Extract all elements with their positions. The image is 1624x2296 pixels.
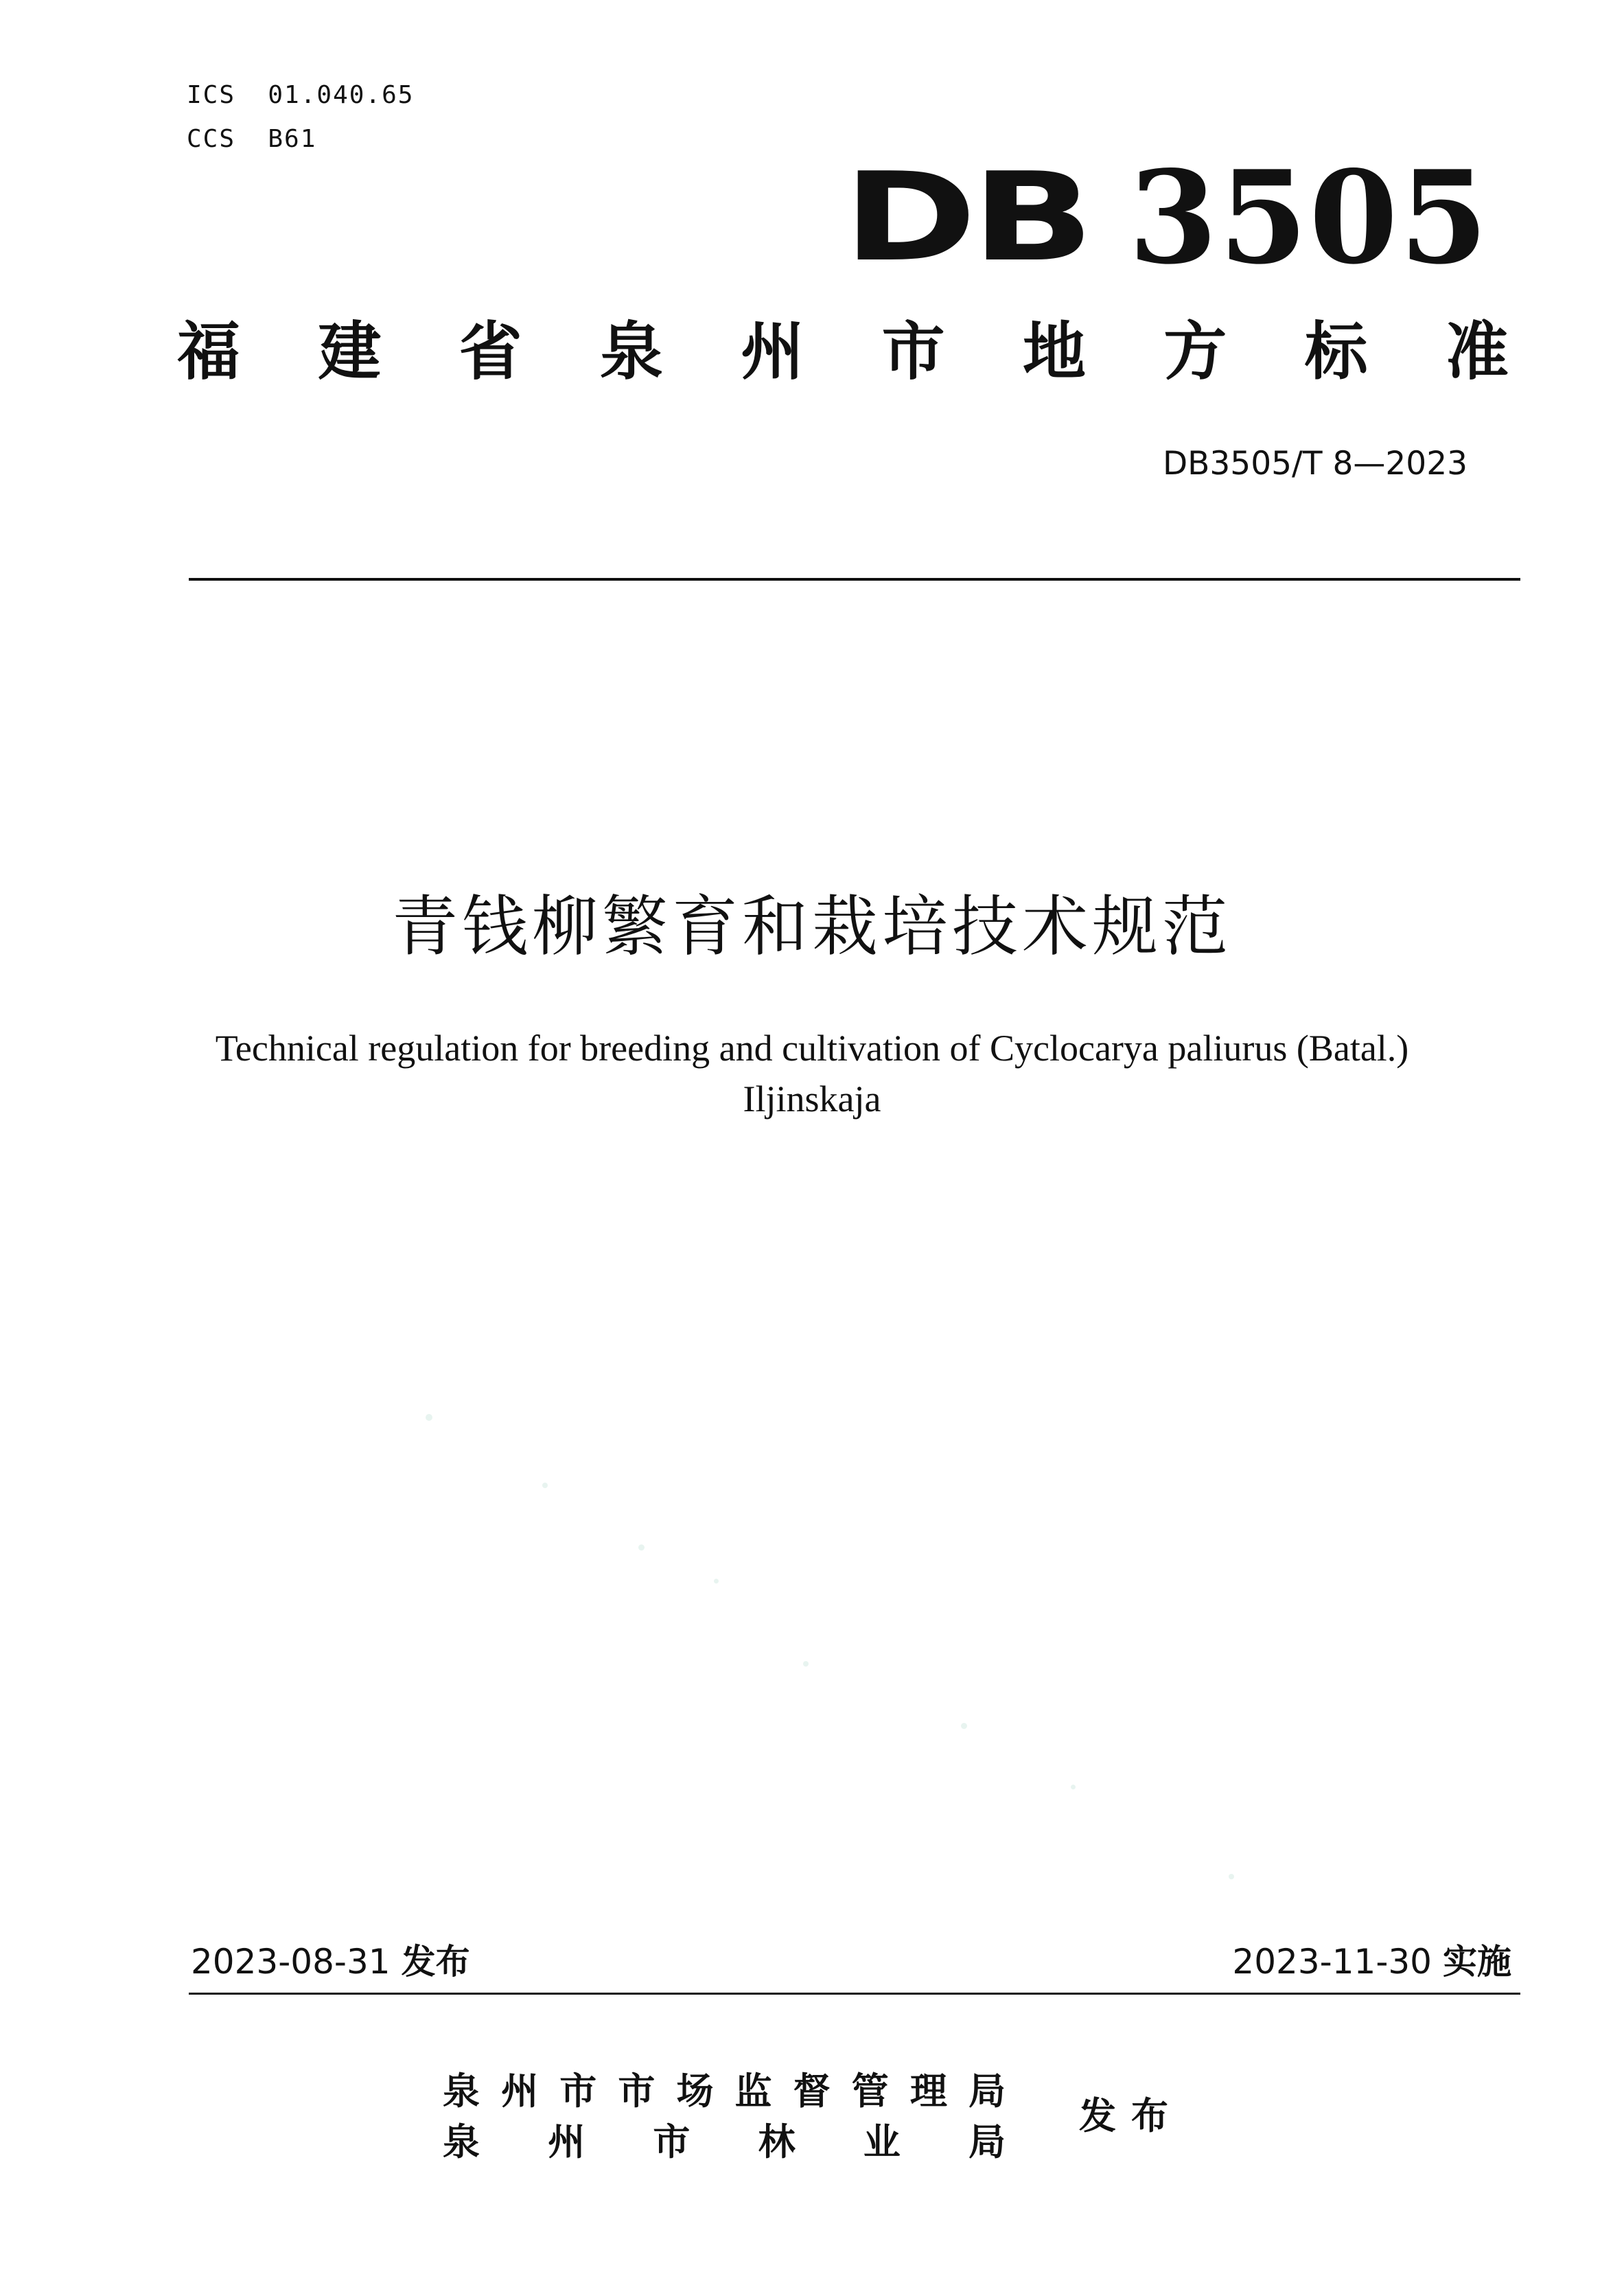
issuer-title-char: 标 (1304, 315, 1368, 389)
bottom-divider (189, 1993, 1520, 1995)
scan-speckle (426, 1414, 432, 1421)
issuer-title-char: 准 (1445, 315, 1509, 389)
implementation-date: 2023-11-30 (1232, 1942, 1432, 1982)
issuer-title (177, 314, 1509, 390)
publisher-char: 市 (618, 2069, 656, 2113)
document-title-en-line1: Technical regulation for breeding and cultivation of Cyclocarya paliurus (Batal.) (215, 1028, 1409, 1069)
publisher-char: 业 (863, 2120, 901, 2164)
publisher-agency-2 (443, 2117, 1006, 2168)
issuer-title-char: 州 (741, 315, 804, 389)
ics-code: ICS 01.040.65 (187, 81, 415, 109)
issue-label: 发布 (401, 1942, 470, 1982)
document-title-cn: 青钱柳繁育和栽培技术规范 (392, 888, 1232, 965)
issuer-title-char: 省 (459, 315, 522, 389)
publisher-char: 市 (653, 2120, 691, 2164)
publisher-block (443, 2066, 1006, 2168)
implementation-label: 实施 (1443, 1942, 1511, 1982)
publisher-char: 管 (851, 2069, 889, 2113)
issue-date: 2023-08-31 (191, 1942, 391, 1982)
publisher-char: 督 (793, 2069, 831, 2113)
top-divider (189, 578, 1520, 581)
issuer-title-char: 方 (1163, 315, 1227, 389)
scan-speckle (1229, 1874, 1234, 1879)
scan-speckle (803, 1661, 809, 1667)
issuer-title-char: 市 (881, 315, 945, 389)
publisher-char: 理 (909, 2069, 947, 2113)
implementation-date-line (1232, 1940, 1511, 1984)
publisher-char: 局 (968, 2069, 1006, 2113)
publisher-char: 林 (758, 2120, 796, 2164)
document-title-en-line2: Iljinskaja (743, 1078, 881, 1120)
scan-speckle (714, 1579, 719, 1584)
issue-date-line (191, 1940, 470, 1984)
standard-number: DB3505/T 8—2023 (1162, 445, 1468, 483)
db-logo-number: 3505 (1128, 142, 1489, 292)
publisher-char: 泉 (443, 2120, 480, 2164)
publish-label: 发布 (1079, 2094, 1183, 2137)
publisher-char: 州 (548, 2120, 585, 2164)
publisher-char: 局 (968, 2120, 1006, 2164)
publisher-char: 州 (501, 2069, 539, 2113)
issuer-title-char: 地 (1022, 315, 1086, 389)
scan-speckle (542, 1483, 548, 1488)
ccs-code: CCS B61 (187, 125, 317, 153)
scan-speckle (638, 1544, 645, 1551)
publisher-char: 泉 (443, 2069, 480, 2113)
db-logo-letters: DB (843, 146, 1089, 288)
scan-speckle (1071, 1785, 1076, 1789)
publisher-char: 场 (676, 2069, 714, 2113)
issuer-title-char: 泉 (599, 315, 663, 389)
publisher-char: 监 (734, 2069, 772, 2113)
publisher-agency-1 (443, 2066, 1006, 2117)
scan-speckle (961, 1723, 967, 1729)
publisher-char: 市 (559, 2069, 597, 2113)
issuer-title-char: 建 (318, 315, 382, 389)
issuer-title-char: 福 (177, 315, 241, 389)
db-standard-logo (843, 142, 1489, 292)
